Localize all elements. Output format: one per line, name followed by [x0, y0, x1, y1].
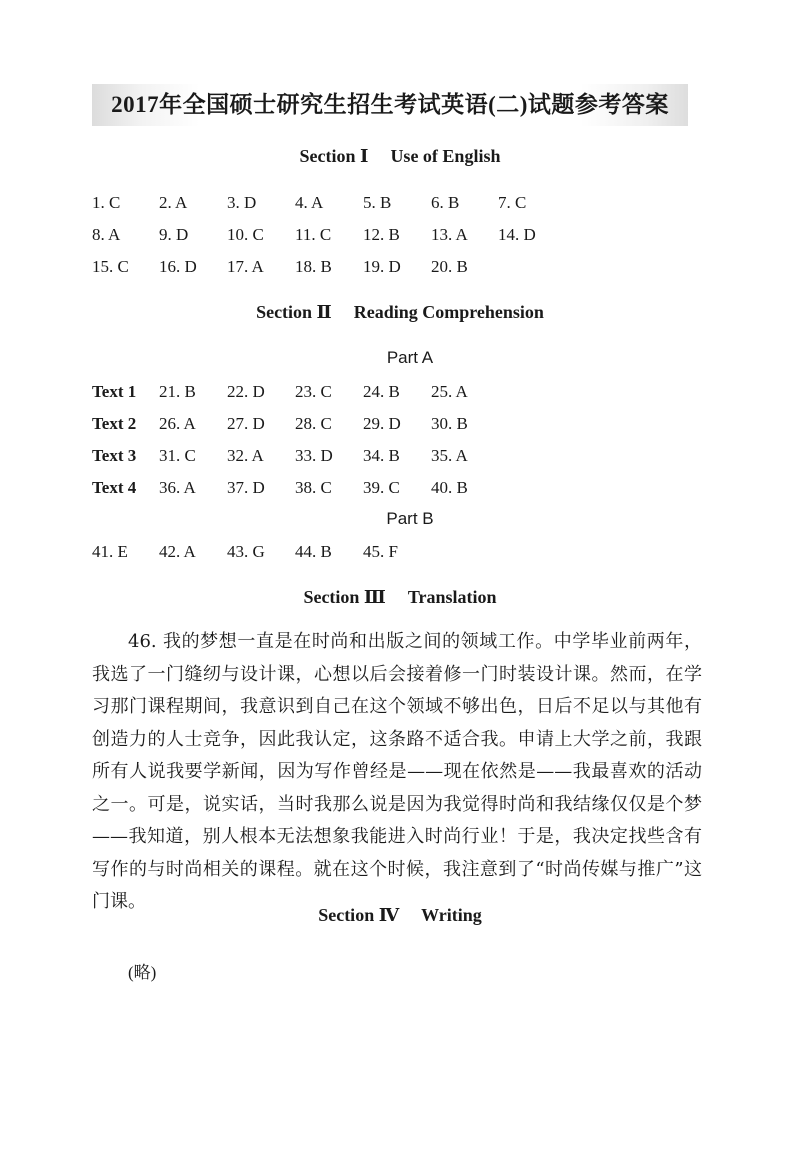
answer-cell: 6. B [431, 193, 460, 212]
answer-cell: 32. A [227, 446, 264, 465]
page-title: 2017年全国硕士研究生招生考试英语(二)试题参考答案 [92, 84, 688, 126]
section-3-label: Section Ⅲ [303, 587, 386, 607]
answer-cell: 4. A [295, 193, 324, 212]
answer-cell: 15. C [92, 257, 129, 276]
text-label: Text 1 [92, 382, 137, 401]
answer-cell: 41. E [92, 542, 128, 561]
answer-cell: 10. C [227, 225, 264, 244]
answer-cell: 18. B [295, 257, 332, 276]
answer-cell: 19. D [363, 257, 401, 276]
answer-cell: 9. D [159, 225, 189, 244]
section-3-name: Translation [407, 587, 497, 607]
section-1-heading [0, 146, 800, 167]
translation-answer: 46. 我的梦想一直是在时尚和出版之间的领域工作。中学毕业前两年，我选了一门缝纫与设计课，心想以后会接着修一门时装设计课。然而，在学习那门课程期间，我意识到自己在这个领域不够出色，日后不足以与其他有创造力的人士竞争，因此我认定，这条路不适合我。申请上大学之前，我跟所有人说我要学新闻，因为写作曾经是——现在依然是——我最喜欢的活动之一。可是，说实话，当时我那么说是因为我觉得时尚和我结缘仅仅是个梦——我知道，别人根本无法想象我能进入时尚行业！于是，我决定找些含有写作的与时尚相关的课程。就在这个时候，我注意到了“时尚传媒与推广”这门课。 [92, 631, 702, 912]
answer-cell: 8. A [92, 225, 121, 244]
answer-cell: 22. D [227, 382, 265, 401]
writing-omitted-note: (略) [128, 963, 157, 982]
answer-cell: 44. B [295, 542, 332, 561]
part-b-heading: Part B [386, 509, 434, 528]
answer-cell: 29. D [363, 414, 401, 433]
answer-cell: 2. A [159, 193, 188, 212]
answer-cell: 28. C [295, 414, 332, 433]
section-1-label: Section Ⅰ [299, 146, 369, 166]
answer-cell: 5. B [363, 193, 392, 212]
text-label: Text 4 [92, 478, 137, 497]
text-label: Text 3 [92, 446, 137, 465]
answer-cell: 26. A [159, 414, 196, 433]
answer-cell: 27. D [227, 414, 265, 433]
section-2-heading [0, 302, 800, 323]
answer-cell: 30. B [431, 414, 468, 433]
answer-cell: 11. C [295, 225, 332, 244]
answer-cell: 3. D [227, 193, 257, 212]
answer-cell: 38. C [295, 478, 332, 497]
answer-cell: 21. B [159, 382, 196, 401]
answer-cell: 36. A [159, 478, 196, 497]
answer-cell: 42. A [159, 542, 196, 561]
answer-cell: 7. C [498, 193, 527, 212]
answer-cell: 20. B [431, 257, 468, 276]
answer-cell: 34. B [363, 446, 400, 465]
section-2-label: Section Ⅱ [256, 302, 332, 322]
answer-cell: 35. A [431, 446, 468, 465]
answer-cell: 31. C [159, 446, 196, 465]
answer-cell: 24. B [363, 382, 400, 401]
text-label: Text 2 [92, 414, 137, 433]
part-a-heading: Part A [386, 348, 434, 367]
answer-cell: 37. D [227, 478, 265, 497]
answer-cell: 12. B [363, 225, 400, 244]
section-1-name: Use of English [390, 146, 501, 166]
answer-cell: 1. C [92, 193, 121, 212]
answer-cell: 14. D [498, 225, 536, 244]
answer-cell: 25. A [431, 382, 468, 401]
answer-cell: 45. F [363, 542, 398, 561]
section-4-heading [0, 905, 800, 926]
answer-cell: 17. A [227, 257, 264, 276]
answer-cell: 16. D [159, 257, 197, 276]
section-4-label: Section Ⅳ [318, 905, 400, 925]
answer-cell: 40. B [431, 478, 468, 497]
answer-cell: 39. C [363, 478, 400, 497]
section-2-name: Reading Comprehension [353, 302, 544, 322]
answer-cell: 33. D [295, 446, 333, 465]
answer-cell: 43. G [227, 542, 265, 561]
answer-cell: 13. A [431, 225, 468, 244]
section-3-heading [0, 587, 800, 608]
answer-cell: 23. C [295, 382, 332, 401]
section-4-name: Writing [421, 905, 482, 925]
